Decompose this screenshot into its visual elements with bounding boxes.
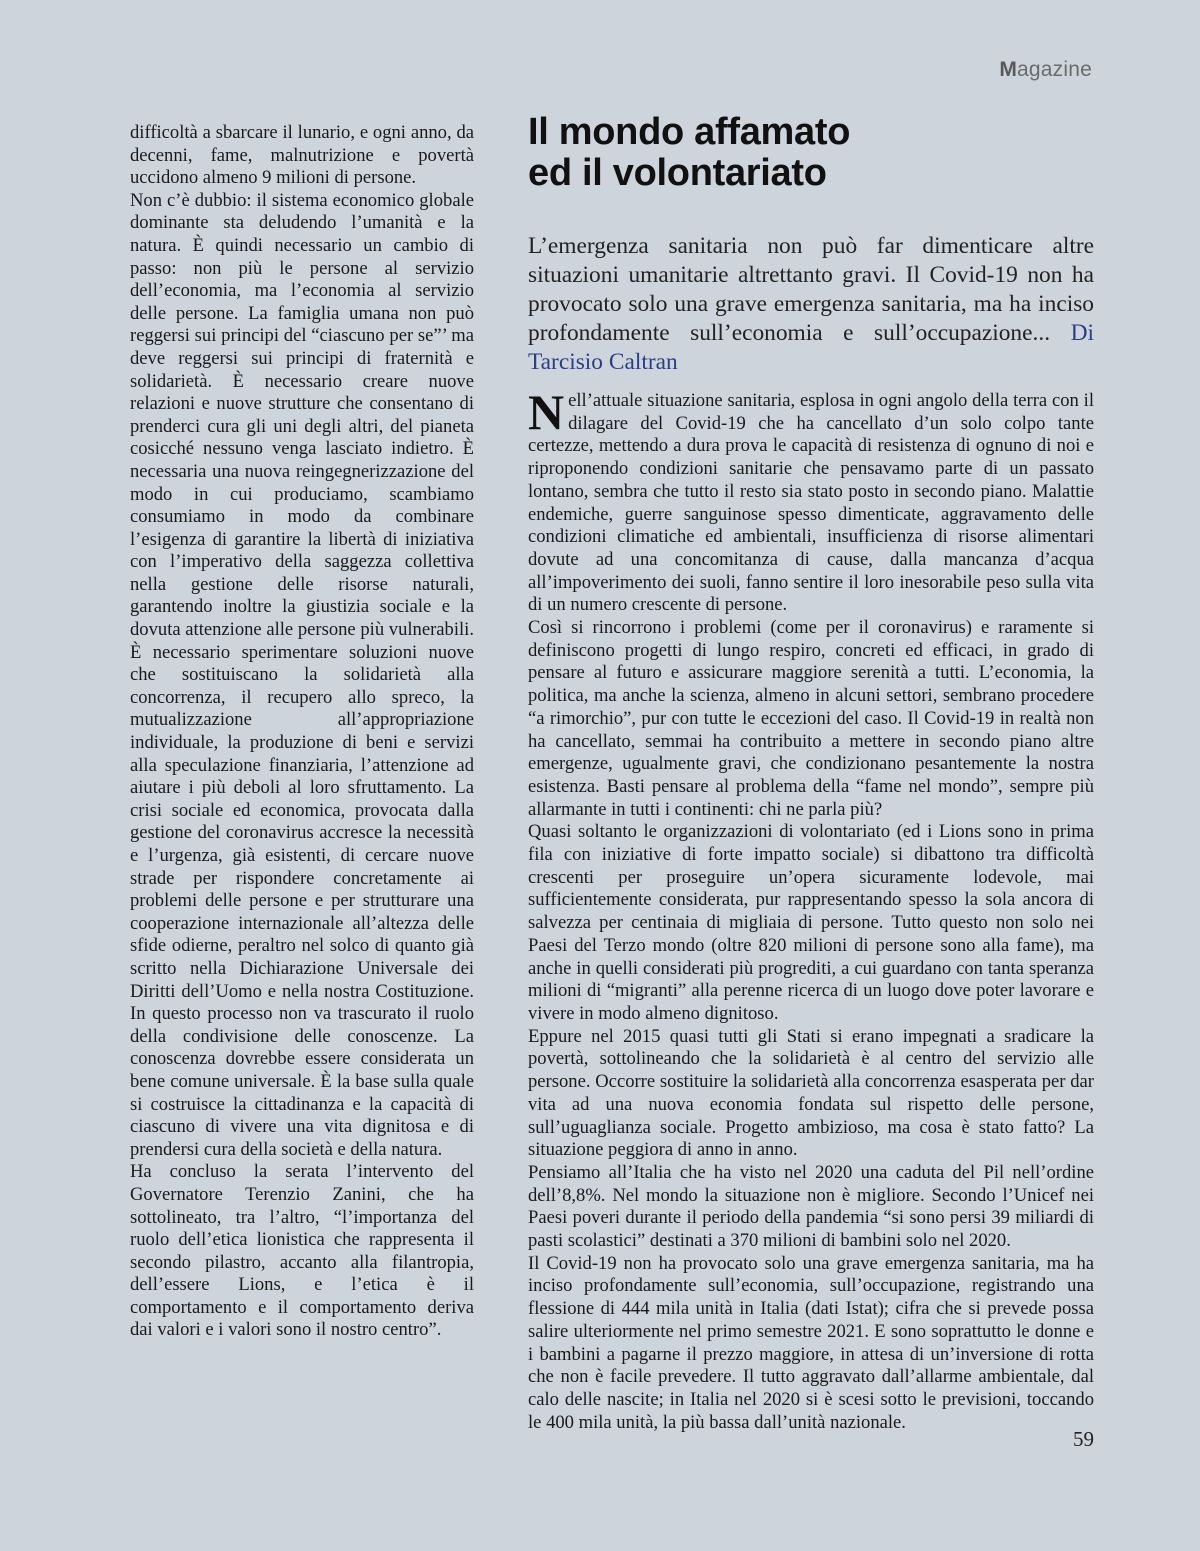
body-paragraph-1-text: ell’attuale situazione sanitaria, esplosa in ogni angolo della terra con il dilagare del Covid-19 che ha cancellato d’un solo colpo tante certezze, mettendo a dura prova le capacità di resistenza di ognuno di noi e riproponendo condizioni sanitarie che pensavamo parte di un passato lontano, sembra che tutto il resto sia stato posto in secondo piano. Malattie endemiche, guerre sanguinose spesso dimenticate, aggravamento delle condizioni climatiche ed ambientali, insufficienza di risorse alimentari dovute ad una concomitanza di cause, dalla mancanza d’acqua all’impoverimento dei suoli, fanno sentire il loro inesorabile peso sulla vita di un numero crescente di persone. [528,390,1094,616]
body-paragraph-2: Così si rincorrono i problemi (come per il coronavirus) e raramente si definiscono progetti di lungo respiro, concreti ed efficaci, in grado di pensare al futuro e assicurare maggiore serenità a tutti. L’economia, la politica, ma anche la scienza, almeno in alcuni settori, sembrano procedere “a rimorchio”, pur con tutte le eccezioni del caso. Il Covid-19 in realtà non ha cancellato, semmai ha contribuito a mettere in secondo piano altre emergenze, ugualmente gravi, che condizionano pesantemente la nostra esistenza. Basti pensare al problema della “fame nel mondo”, sempre più allarmante in tutti i continenti: chi ne parla più? [528,617,1094,820]
page-number: 59 [1073,1427,1094,1451]
body-paragraph-6: Il Covid-19 non ha provocato solo una grave emergenza sanitaria, ma ha inciso profondamente sull’economia, sull’occupazione, registrando una flessione di 444 mila unità in Italia (dati Istat); cifra che si prevede possa salire ulteriormente nel primo semestre 2021. E sono soprattutto le donne e i bambini a pagarne il prezzo maggiore, in attesa di un’inversione di rotta che non è facile prevedere. Il tutto aggravato dall’allarme ambientale, dal calo delle nascite; in Italia nel 2020 si è scesi sotto le previsioni, toccando le 400 mila unità, la più bassa dall’unità nazionale. [528,1252,1094,1433]
article-title-line-2: ed il volontariato [528,152,827,194]
drop-cap: N [528,384,565,440]
article-header [528,112,1094,377]
left-column [130,122,474,1342]
left-paragraph-1: difficoltà a sbarcare il lunario, e ogni anno, da decenni, fame, malnutrizione e povertà uccidono almeno 9 milioni di persone. [130,122,474,189]
standfirst-text: L’emergenza sanitaria non può far dimenticare altre situazioni umanitarie altrettanto gravi. Il Covid-19 non ha provocato solo una grave emergenza sanitaria, ma ha inciso profondamente sull’economia e sull’occupazione... [528,233,1094,346]
article-author: Di Tarcisio Caltran [528,320,1094,375]
article-standfirst [528,232,1094,377]
section-label-rest: agazine [1017,58,1092,81]
body-paragraph-1 [528,384,1094,617]
body-paragraph-4: Eppure nel 2015 quasi tutti gli Stati si erano impegnati a sradicare la povertà, sottolineando che la solidarietà è al centro del servizio alle persone. Occorre sostituire la solidarietà alla concorrenza esasperata per dar vita ad una nuova economia fondata sul rispetto delle persone, sull’uguaglianza sociale. Progetto ambizioso, ma cosa è stato fatto? La situazione peggiora di anno in anno. [528,1025,1094,1161]
article-body [528,384,1094,1434]
article-title [528,112,1094,194]
article-title-line-1: Il mondo affamato [528,111,851,153]
left-paragraph-3: Ha concluso la serata l’intervento del Governatore Terenzio Zanini, che ha sottolineato, tra l’altro, “l’importanza del ruolo dell’etica lionistica che rappresenta il secondo pilastro, accanto alla filantropia, dell’essere Lions, e l’etica è il comportamento e il comportamento deriva dai valori e i valori sono il nostro centro”. [130,1161,474,1341]
body-paragraph-5: Pensiamo all’Italia che ha visto nel 2020 una caduta del Pil nell’ordine dell’8,8%. Nel mondo la situazione non è migliore. Secondo l’Unicef nei Paesi poveri durante il periodo della pandemia “si sono persi 39 miliardi di pasti scolastici” destinati a 370 milioni di bambini solo nel 2020. [528,1161,1094,1252]
section-label [999,58,1092,82]
body-paragraph-3: Quasi soltanto le organizzazioni di volontariato (ed i Lions sono in prima fila con iniziative di forte impatto sociale) si dibattono tra difficoltà crescenti per proseguire un’opera sicuramente lodevole, mai sufficientemente considerata, pur rappresentando spesso la sola ancora di salvezza per centinaia di migliaia di persone. Tutto questo non solo nei Paesi del Terzo mondo (oltre 820 milioni di persone sono alla fame), ma anche in quelli considerati più progrediti, a cui guardano con tanta speranza milioni di “migranti” alla perenne ricerca di un luogo dove poter lavorare e vivere in modo almeno dignitoso. [528,821,1094,1024]
section-label-initial: M [999,58,1018,81]
left-paragraph-2: Non c’è dubbio: il sistema economico globale dominante sta deludendo l’umanità e la natura. È quindi necessario un cambio di passo: non più le persone al servizio dell’economia, ma l’economia al servizio delle persone. La famiglia umana non può reggersi sui principi del “ciascuno per se”’ ma deve reggersi sui principi di fraternità e solidarietà. È necessario creare nuove relazioni e nuove strutture che consentano di prenderci cura gli uni degli altri, del pianeta cosicché nessuno venga lasciato indietro. È necessaria una nuova reingegnerizzazione del modo in cui produciamo, scambiamo consumiamo in modo da combinare l’esigenza di garantire la libertà di iniziativa con l’imperativo della saggezza collettiva nella gestione delle risorse naturali, garantendo inoltre la giustizia sociale e la dovuta attenzione alle persone più vulnerabili. È necessario sperimentare soluzioni nuove che sostituiscano la solidarietà alla concorrenza, il recupero allo spreco, la mutualizzazione all’appropriazione individuale, la produzione di beni e servizi alla speculazione finanziaria, l’attenzione ad aiutare i più deboli al loro sfruttamento. La crisi sociale ed economica, provocata dalla gestione del coronavirus accresce la necessità e l’urgenza, già esistenti, di cercare nuove strade per rispondere concretamente ai problemi delle persone e per strutturare una cooperazione internazionale all’altezza delle sfide odierne, peraltro nel solco di quanto già scritto nella Dichiarazione Universale dei Diritti dell’Uomo e nella nostra Costituzione. In questo processo non va trascurato il ruolo della condivisione delle conoscenze. La conoscenza dovrebbe essere considerata un bene comune universale. È la base sulla quale si costruisce la cittadinanza e la capacità di ciascuno di vivere una vita dignitosa e di prendersi cura della società e della natura. [130,189,474,1160]
